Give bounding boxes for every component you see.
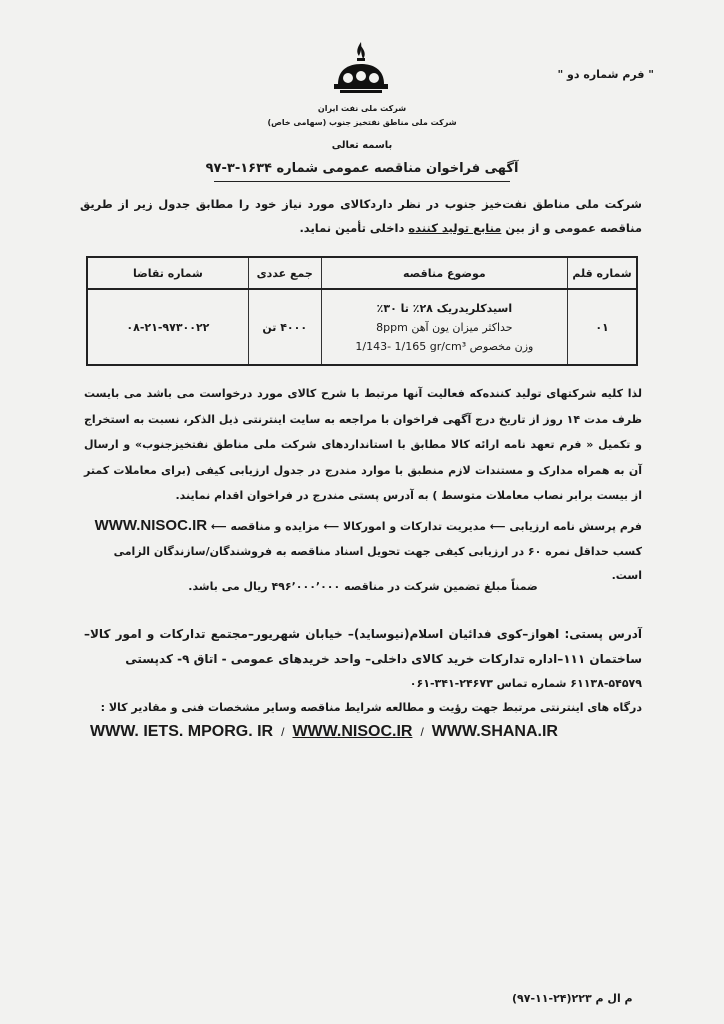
form-label: " فرم شماره دو " xyxy=(557,68,654,81)
cell-request-no: ۰۸-۲۱-۹۷۳۰۰۲۲ xyxy=(87,289,248,365)
subject-line2: حداکثر میزان یون آهن 8ppm xyxy=(376,320,513,334)
nioc-logo-icon xyxy=(326,40,396,96)
cell-subject xyxy=(321,289,567,365)
site-separator: / xyxy=(420,725,424,739)
form-navigation-path xyxy=(84,514,642,539)
header-request-no: شماره تقاضا xyxy=(87,257,248,289)
main-paragraph xyxy=(84,381,642,509)
postal-address: آدرس پستی: اهواز–کوی فدائیان اسلام(نیوساید)– خیابان شهریور–مجتمع تدارکات و امور کالا– ساختمان ۱۱۱–اداره تدارکات خرید کالای داخلی– واحد خریدهای عمومی - اتاق ۹- کدپستی xyxy=(84,627,642,666)
nav-text: فرم پرسش نامه ارزیابی ⟵ مدیریت تدارکات و امورکالا ⟵ مزایده و مناقصه ⟵ xyxy=(207,520,642,533)
document-code: م ال م ۲۲۳(۲۴-۱۱-۹۷) xyxy=(512,992,633,1005)
header-quantity: جمع عددی xyxy=(248,257,321,289)
table-header-row xyxy=(87,257,637,289)
site-link-shana[interactable]: WWW.SHANA.IR xyxy=(431,723,558,740)
header-subject: موضوع مناقصه xyxy=(321,257,567,289)
subject-line1: اسیدکلریدریک ۲۸٪ تا ۳۰٪ xyxy=(376,301,513,315)
para-strong: کمتر xyxy=(84,463,110,477)
site-link-nisoc[interactable]: WWW.NISOC.IR xyxy=(292,723,413,740)
site-separator: / xyxy=(281,725,285,739)
guarantee-amount: ضمناً مبلغ تضمین شرکت در مناقصه ۴۹۶٬۰۰۰٬۰۰۰ ریال می باشد. xyxy=(188,580,538,593)
portals-label: درگاه های اینترنتی مرتبط جهت رؤیت و مطالعه شرایط مناقصه وسایر مشخصات فنی و مقادیر کالا : xyxy=(100,701,642,714)
tender-table xyxy=(86,256,638,366)
subject-line3-label: وزن مخصوص xyxy=(469,339,534,353)
nav-site-link[interactable]: WWW.NISOC.IR xyxy=(94,517,208,534)
minimum-score-note: کسب حداقل نمره ۶۰ در ارزیابی کیفی جهت تحویل اسناد مناقصه به فروشندگان/سازندگان الزامی است. xyxy=(113,545,642,582)
website-list xyxy=(90,723,650,741)
intro-underlined: منابع تولید کننده xyxy=(408,221,502,235)
cell-item-no: ۰۱ xyxy=(568,289,637,365)
table-row xyxy=(87,289,637,365)
subject-line3-value: 1/143- 1/165 gr/cm³ xyxy=(355,339,467,353)
intro-paragraph xyxy=(80,192,642,240)
intro-text-a: شرکت ملی مناطق نفت‌خیز جنوب در نظر داردکالای مورد نیاز خود را مطابق جدول زیر از طریق مناقصه عمومی و از بین xyxy=(80,197,642,235)
basmala: باسمه تعالی xyxy=(331,140,393,151)
intro-text-b: داخلی تأمین نماید. xyxy=(299,221,409,235)
para-text-a: لذا کلیه شرکتهای تولید کننده‌که فعالیت آنها مرتبط با شرح کالای مورد درخواست می باشد می بایست ظرف مدت ۱۴ روز از تاریخ درج آگهی فراخوان با مراجعه به سایت اینترنتی ذیل الذکر، نسبت به استخراج و تکمیل « فرم تعهد نامه ارائه کالا مطابق با استانداردهای شرکت ملی مناطق نفتخیزجنوب» و ارسال آن به همراه مدارک و مستندات لازم منطبق با موارد مندرج در جدول ارزیابی کیفی (برای معاملات xyxy=(84,387,643,477)
para-text-b: از بیست برابر نصاب معاملات متوسط ) به آدرس پستی مندرج در فراخوان اقدام نمایند. xyxy=(175,489,642,502)
org-subtitle: شرکت ملی مناطق نفتخیز جنوب (سهامی خاص) xyxy=(267,118,457,127)
site-link-iets[interactable]: WWW. IETS. MPORG. IR xyxy=(90,723,274,740)
cell-quantity: ۴۰۰۰ تن xyxy=(248,289,321,365)
subject-line3 xyxy=(323,340,566,353)
org-name: شرکت ملی نفت ایران xyxy=(317,104,407,113)
page-title: آگهی فراخوان مناقصه عمومی شماره ۱۶۳۴-۳-۹۷ xyxy=(205,161,519,176)
header-item-no: شماره قلم xyxy=(568,257,637,289)
postal-code-phone: ۶۱۱۳۸-۵۴۵۷۹ شماره تماس ۲۴۶۷۳-۳۴۱-۰۶۱ xyxy=(409,677,642,690)
title-underline xyxy=(214,181,510,182)
